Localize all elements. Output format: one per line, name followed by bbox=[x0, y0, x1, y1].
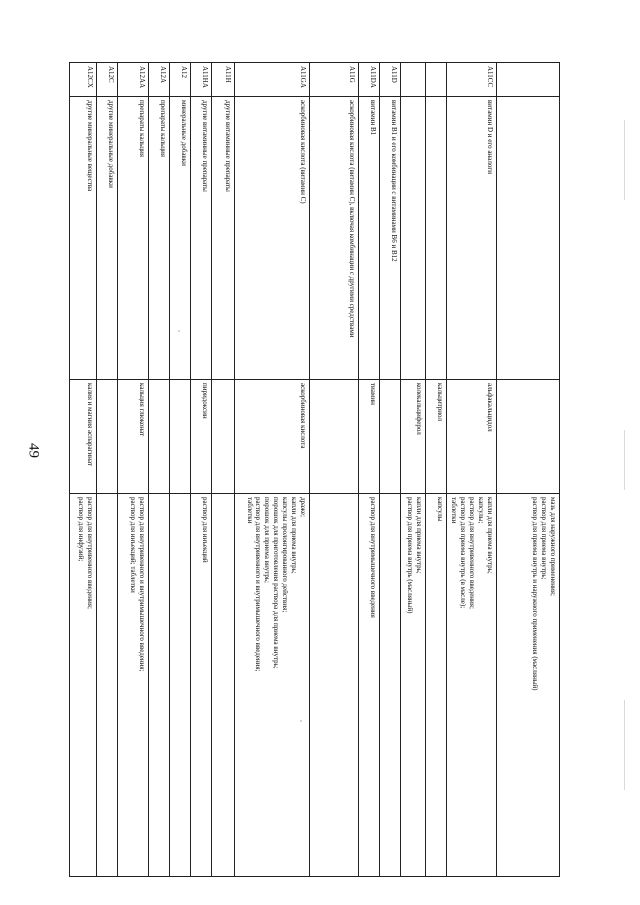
dosage-form-line: мазь для наружного применения; bbox=[549, 497, 557, 596]
group-name-cell: витамин D и его аналоги bbox=[447, 97, 497, 380]
group-name-cell: другие витаминные препараты bbox=[191, 97, 212, 380]
drug-classification-table bbox=[69, 62, 560, 877]
dosage-form-line: таблетки bbox=[245, 497, 254, 524]
substance-cell: пиридоксин bbox=[191, 380, 212, 494]
dosage-forms-cell bbox=[447, 494, 497, 877]
atc-code-cell bbox=[401, 63, 426, 97]
dosage-forms-cell bbox=[235, 494, 310, 877]
atc-code-cell bbox=[497, 63, 560, 97]
table-row bbox=[380, 63, 401, 877]
atc-code-cell: A11H bbox=[212, 63, 235, 97]
atc-code-cell: A11D bbox=[380, 63, 401, 97]
dosage-form-line: порошок для приема внутрь; bbox=[263, 497, 272, 583]
dosage-form-line: капли для приема внутрь; bbox=[486, 497, 494, 574]
substance-cell: альфакальцидол bbox=[447, 380, 497, 494]
dosage-form-line: раствор для внутривенного и внутримышечного введения; bbox=[138, 497, 147, 672]
substance-cell: колекальциферол bbox=[401, 380, 426, 494]
group-name-cell: другие минеральные добавки bbox=[97, 97, 118, 380]
dosage-form-line: раствор для внутривенного введения; bbox=[86, 497, 95, 609]
page-margin-line bbox=[624, 120, 625, 200]
substance-cell: тиамин bbox=[359, 380, 380, 494]
group-name-cell: витамин B1 и его комбинации с витаминами B6 и B12 bbox=[380, 97, 401, 380]
substance-cell bbox=[497, 380, 560, 494]
table-row bbox=[70, 63, 97, 877]
atc-code-cell: A12C bbox=[97, 63, 118, 97]
atc-code-cell: A11DA bbox=[359, 63, 380, 97]
dosage-form-line: раствор для внутримышечного введения bbox=[369, 497, 378, 618]
table-row bbox=[310, 63, 359, 877]
substance-cell: кальцитриол bbox=[426, 380, 447, 494]
group-name-cell bbox=[401, 97, 426, 380]
dosage-forms-cell bbox=[212, 494, 235, 877]
dosage-form-line: капсулы пролонгированного действия; bbox=[281, 497, 290, 613]
dosage-form-line: капли для приема внутрь; bbox=[290, 497, 299, 574]
dosage-forms-cell bbox=[401, 494, 426, 877]
table-row bbox=[170, 63, 191, 877]
dosage-form-line: драже; bbox=[299, 497, 308, 517]
table-row bbox=[118, 63, 149, 877]
atc-code-cell: A11GA bbox=[235, 63, 310, 97]
dosage-form-line: раствор для инфузий; bbox=[77, 497, 86, 562]
dosage-forms-cell bbox=[359, 494, 380, 877]
group-name-cell: аскорбиновая кислота (витамин C), включая комбинации с другими средствами bbox=[310, 97, 359, 380]
table-row bbox=[497, 63, 560, 877]
dosage-form-line: капсулы bbox=[436, 497, 445, 522]
dosage-forms-cell bbox=[70, 494, 97, 877]
atc-code-cell: A12AA bbox=[118, 63, 149, 97]
dosage-form-line: капсулы; bbox=[477, 497, 486, 524]
atc-code-cell: A12 bbox=[170, 63, 191, 97]
substance-cell bbox=[310, 380, 359, 494]
table-row bbox=[97, 63, 118, 877]
table-row bbox=[401, 63, 426, 877]
substance-cell: аскорбиновая кислота bbox=[235, 380, 310, 494]
dosage-form-line: таблетки bbox=[450, 497, 459, 524]
group-name-cell: витамин B1 bbox=[359, 97, 380, 380]
dosage-form-line: раствор для приема внутрь (в масле); bbox=[459, 497, 468, 609]
table-row bbox=[191, 63, 212, 877]
atc-code-cell: A12CX bbox=[70, 63, 97, 97]
dosage-forms-cell bbox=[149, 494, 170, 877]
dosage-forms-cell bbox=[426, 494, 447, 877]
group-name-cell: препараты кальция bbox=[149, 97, 170, 380]
group-name-cell: другие витаминные препараты bbox=[212, 97, 235, 380]
table-row bbox=[235, 63, 310, 877]
table-row bbox=[426, 63, 447, 877]
table-row bbox=[212, 63, 235, 877]
atc-code-cell: A11HA bbox=[191, 63, 212, 97]
dosage-forms-cell bbox=[97, 494, 118, 877]
atc-code-cell: A11CC bbox=[447, 63, 497, 97]
dosage-form-line: раствор для приема внутрь; bbox=[540, 497, 549, 580]
dosage-form-line: раствор для инъекций; таблетки bbox=[129, 497, 138, 593]
group-name-cell: минеральные добавки bbox=[170, 97, 191, 380]
dosage-form-line: раствор для приема внутрь (масляный) bbox=[406, 497, 415, 614]
substance-cell: кальция глюконат bbox=[118, 380, 149, 494]
dosage-form-line: раствор для внутривенного введения; bbox=[468, 497, 477, 609]
substance-cell bbox=[170, 380, 191, 494]
dosage-form-line: раствор для внутривенного и внутримышечного введения; bbox=[254, 497, 263, 672]
group-name-cell bbox=[497, 97, 560, 380]
dosage-form-line: раствор для приема внутрь и наружного применения (масляный) bbox=[531, 497, 540, 691]
dosage-form-line: раствор для инъекций bbox=[201, 497, 210, 563]
table-row bbox=[149, 63, 170, 877]
substance-cell bbox=[149, 380, 170, 494]
page-margin-line bbox=[624, 430, 625, 490]
table-row bbox=[359, 63, 380, 877]
rotated-table-area bbox=[77, 62, 560, 876]
table-row bbox=[447, 63, 497, 877]
group-name-cell bbox=[426, 97, 447, 380]
substance-cell: калия и магния аспарагинат bbox=[70, 380, 97, 494]
group-name-cell: препараты кальция bbox=[118, 97, 149, 380]
dosage-form-line: капли для приема внутрь; bbox=[415, 497, 424, 574]
dosage-forms-cell bbox=[170, 494, 191, 877]
substance-cell bbox=[97, 380, 118, 494]
dosage-forms-cell bbox=[191, 494, 212, 877]
group-name-cell: другие минеральные вещества bbox=[70, 97, 97, 380]
dosage-forms-cell bbox=[497, 494, 560, 877]
dosage-form-line: порошок для приготовления раствора для приема внутрь; bbox=[272, 497, 281, 669]
group-name-cell: аскорбиновая кислота (витамин C) bbox=[235, 97, 310, 380]
substance-cell bbox=[212, 380, 235, 494]
dosage-forms-cell bbox=[118, 494, 149, 877]
dosage-forms-cell bbox=[310, 494, 359, 877]
atc-code-cell: A11G bbox=[310, 63, 359, 97]
page-number: 49 bbox=[25, 443, 42, 458]
dosage-forms-cell bbox=[380, 494, 401, 877]
substance-cell bbox=[380, 380, 401, 494]
atc-code-cell bbox=[426, 63, 447, 97]
atc-code-cell: A12A bbox=[149, 63, 170, 97]
page-margin-line bbox=[624, 700, 625, 790]
